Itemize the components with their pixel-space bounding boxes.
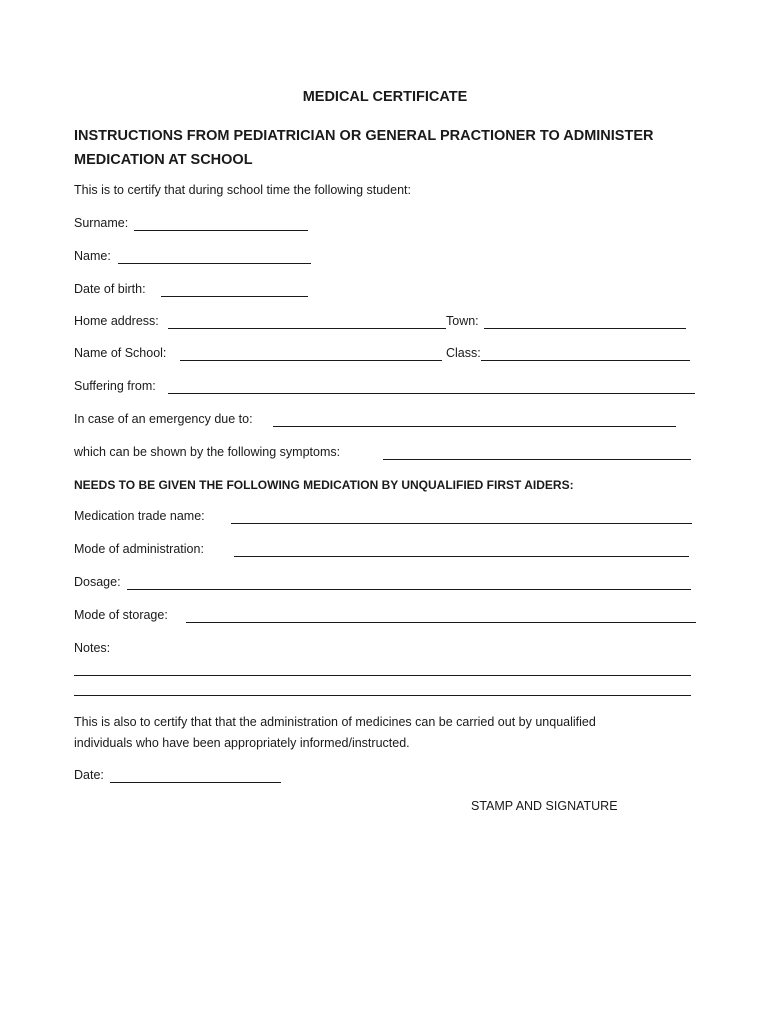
storage-label: Mode of storage: — [74, 608, 168, 622]
mode-admin-field[interactable] — [234, 556, 689, 557]
home-address-field[interactable] — [168, 328, 446, 329]
notes-line-1[interactable] — [74, 675, 691, 676]
suffering-field[interactable] — [168, 393, 695, 394]
closing-line-1: This is also to certify that that the administration of medicines can be carried out by unqualified — [74, 715, 596, 729]
town-field[interactable] — [484, 328, 686, 329]
surname-field[interactable] — [134, 230, 308, 231]
mode-admin-row — [74, 542, 714, 560]
name-label: Name: — [74, 249, 111, 263]
emergency-label: In case of an emergency due to: — [74, 412, 253, 426]
dob-field[interactable] — [161, 296, 308, 297]
class-field[interactable] — [481, 360, 690, 361]
storage-row — [74, 608, 714, 626]
date-label: Date: — [74, 768, 104, 782]
class-label: Class: — [446, 346, 481, 360]
emergency-row — [74, 412, 714, 430]
name-row — [74, 249, 714, 267]
dob-row — [74, 282, 714, 300]
suffering-row — [74, 379, 714, 397]
school-label: Name of School: — [74, 346, 167, 360]
closing-line-2: individuals who have been appropriately informed/instructed. — [74, 736, 410, 750]
dosage-field[interactable] — [127, 589, 691, 590]
notes-line-2[interactable] — [74, 695, 691, 696]
date-row — [74, 768, 714, 786]
stamp-signature-label: STAMP AND SIGNATURE — [471, 799, 618, 813]
trade-name-label: Medication trade name: — [74, 509, 205, 523]
date-field[interactable] — [110, 782, 281, 783]
dosage-row — [74, 575, 714, 593]
town-label: Town: — [446, 314, 479, 328]
home-address-label: Home address: — [74, 314, 159, 328]
storage-field[interactable] — [186, 622, 696, 623]
name-field[interactable] — [118, 263, 311, 264]
document-heading — [74, 124, 714, 172]
notes-label: Notes: — [74, 641, 111, 655]
intro-label: This is to certify that during school time the following student: — [74, 183, 411, 197]
dosage-label: Dosage: — [74, 575, 121, 589]
surname-label: Surname: — [74, 216, 129, 230]
trade-name-field[interactable] — [231, 523, 692, 524]
emergency-field[interactable] — [273, 426, 676, 427]
heading-line-1: INSTRUCTIONS FROM PEDIATRICIAN OR GENERAL PRACTIONER TO ADMINISTER — [74, 128, 654, 144]
medication-heading-label: NEEDS TO BE GIVEN THE FOLLOWING MEDICATION BY UNQUALIFIED FIRST AIDERS: — [74, 478, 574, 492]
symptoms-row — [74, 445, 714, 463]
document-title: MEDICAL CERTIFICATE — [302, 89, 468, 105]
symptoms-label: which can be shown by the following symptoms: — [74, 445, 341, 459]
surname-row — [74, 216, 714, 234]
school-row — [74, 346, 714, 364]
notes-row — [74, 641, 714, 659]
suffering-label: Suffering from: — [74, 379, 156, 393]
mode-admin-label: Mode of administration: — [74, 542, 204, 556]
trade-name-row — [74, 509, 714, 527]
closing-paragraph — [74, 712, 714, 754]
dob-label: Date of birth: — [74, 282, 146, 296]
heading-line-2: MEDICATION AT SCHOOL — [74, 152, 253, 168]
medication-heading — [74, 478, 714, 496]
symptoms-field[interactable] — [383, 459, 691, 460]
home-address-row — [74, 314, 714, 332]
school-field[interactable] — [180, 360, 442, 361]
